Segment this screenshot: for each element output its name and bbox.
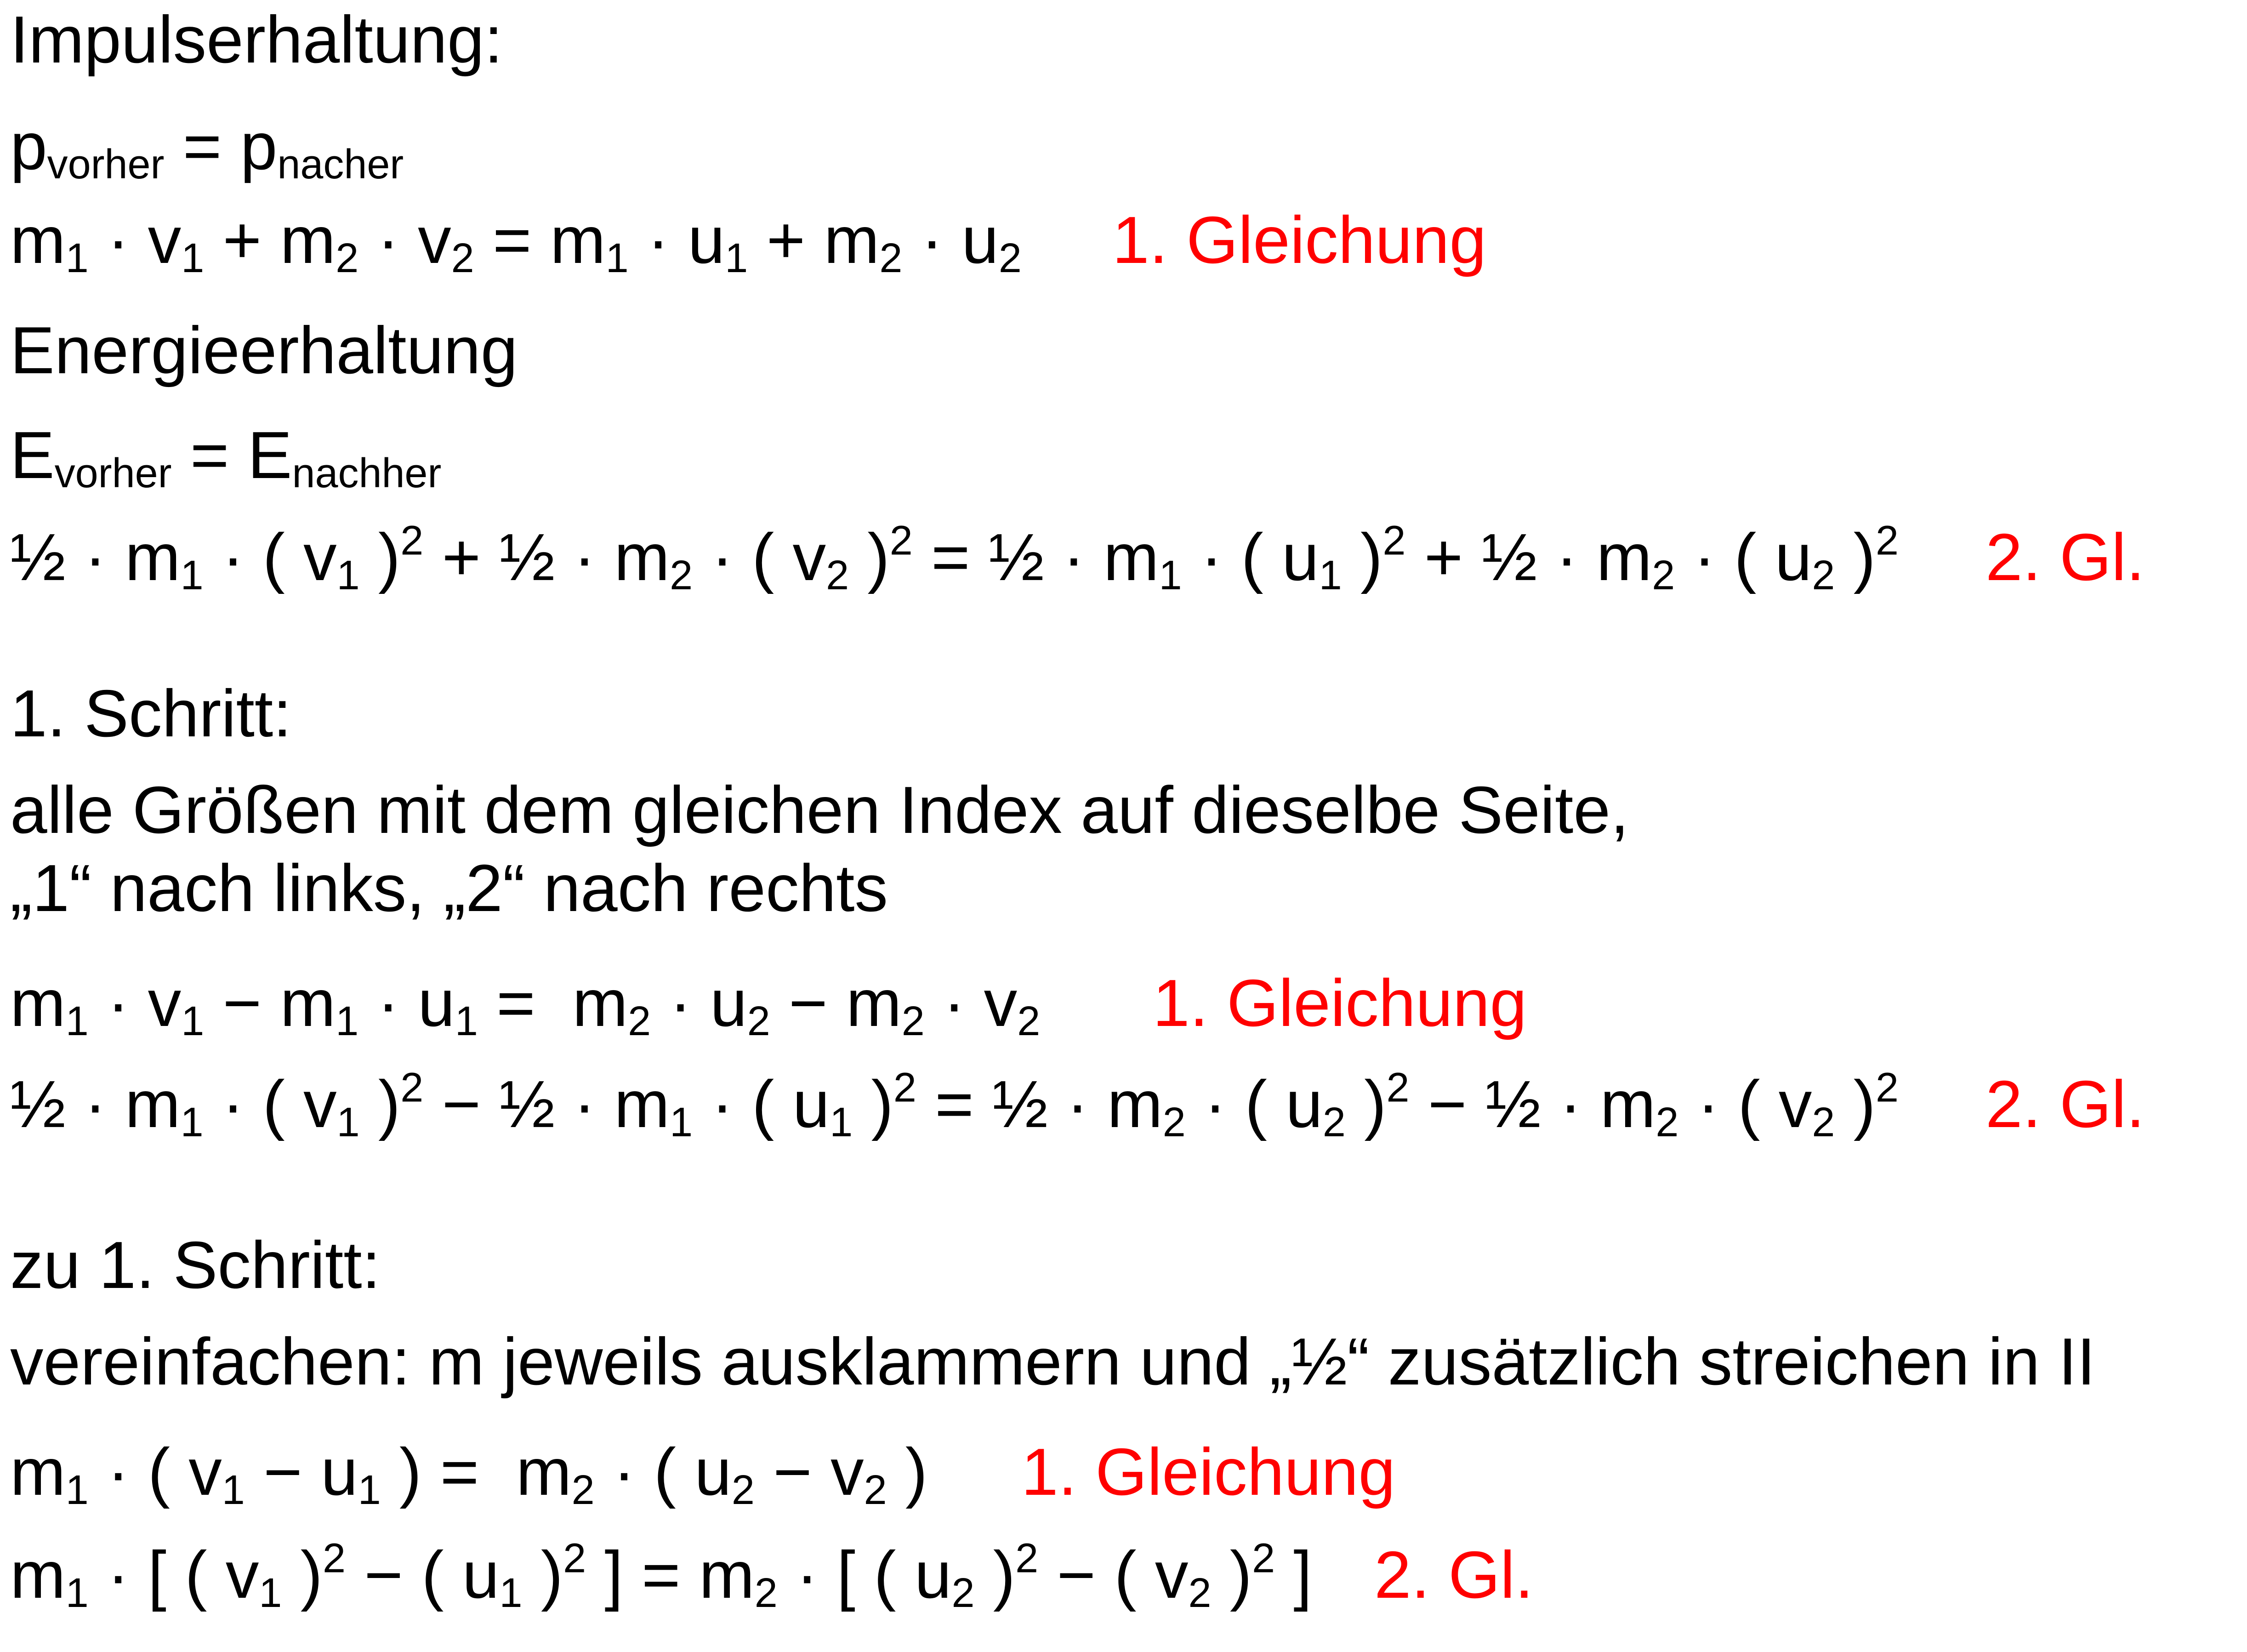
symbol-dot: · [1697,1067,1719,1141]
symbol-dot: · [107,203,130,277]
symbol-minus: − [222,966,262,1040]
symbol-close: ) [1853,1067,1876,1141]
symbol-dot: · [711,1067,734,1141]
exponent: 2 [1015,1535,1039,1582]
symbol-v: v [303,520,337,594]
symbol-minus: − [1057,1538,1096,1612]
symbol-v: v [984,966,1018,1040]
subscript: 1 [65,1467,89,1513]
symbol-close: ) [399,1435,422,1509]
subscript: nachher [292,450,442,496]
symbol-open-bracket: [ [148,1538,166,1612]
exponent: 2 [889,518,913,564]
first-equation-label: 1. Gleichung [1021,1435,1396,1509]
energy-equation [10,518,1899,598]
symbol-equals: = [931,520,970,594]
symbol-open: ( [421,1538,444,1612]
subscript: 1 [336,552,360,598]
exponent: 2 [400,518,424,564]
symbol-m: m [10,1538,66,1612]
exponent: 2 [1875,518,1899,564]
symbol-open: ( [1245,1067,1267,1141]
step1-momentum-equation [10,966,1041,1044]
subscript: 2 [731,1467,755,1513]
symbol-u: u [1286,1067,1323,1141]
factored-energy-equation [10,1535,1312,1616]
subscript: 2 [1017,998,1041,1044]
symbol-v: v [303,1067,337,1141]
subscript: 1 [336,1099,360,1145]
subscript: 1 [336,998,359,1044]
subscript: 1 [181,235,205,281]
symbol-equals: = [440,1435,479,1509]
exponent: 2 [1252,1535,1275,1582]
symbol-dot: · [573,520,596,594]
symbol-dot: · [921,203,943,277]
subscript: 2 [1812,552,1835,598]
subscript: 2 [754,1570,778,1616]
symbol-plus: + [222,203,262,277]
symbol-m: m [125,1067,181,1141]
sub-nacher: nacher [277,141,404,188]
symbol-dot: · [669,966,692,1040]
exponent: 2 [1382,518,1406,564]
subscript: 2 [826,552,849,598]
step1b-text: vereinfachen: m jeweils ausklammern und „½“ zusätzlich streichen in II [10,1324,2096,1399]
symbol-open-bracket: [ [836,1538,855,1612]
symbol-equals: = [496,966,535,1040]
symbol-m: m [1600,1067,1656,1141]
subscript: 2 [998,235,1022,281]
symbol-half: ½ [992,1067,1048,1141]
symbol-open: ( [752,1067,774,1141]
step1b-heading: zu 1. Schritt: [10,1228,381,1302]
subscript: 2 [1322,1099,1346,1145]
exponent: 2 [893,1065,916,1111]
subscript: 1 [605,235,629,281]
symbol-dot: · [1204,1067,1227,1141]
subscript: vorher [54,450,172,496]
symbol-u: u [1775,520,1812,594]
symbol-v: v [792,520,826,594]
energy-equality [10,418,442,496]
symbol-close: ) [1360,520,1383,594]
symbol-v: v [188,1435,222,1509]
symbol-m: m [10,1435,66,1509]
symbol-open: ( [654,1435,676,1509]
symbol-half: ½ [988,520,1044,594]
symbol-dot: · [84,520,107,594]
subscript: 2 [451,235,474,281]
symbol-dot: · [796,1538,819,1612]
symbol-m: m [846,966,902,1040]
subscript: 1 [1159,552,1182,598]
symbol-close: ) [905,1435,928,1509]
symbol-close: ) [871,1067,893,1141]
subscript: 1 [180,552,204,598]
symbol-dot: · [647,203,670,277]
symbol-u: u [710,966,747,1040]
symbol-dot: · [711,520,734,594]
symbol-E: E [10,418,55,492]
symbol-v: v [148,966,182,1040]
symbol-minus: − [263,1435,302,1509]
symbol-u: u [1282,520,1319,594]
symbol-dot: · [1555,520,1578,594]
subscript: 2 [1652,552,1675,598]
subscript: 2 [747,998,770,1044]
step1-text-line2: „1“ nach links, „2“ nach rechts [10,851,888,925]
symbol-u: u [914,1538,952,1612]
symbol-open: ( [1738,1067,1760,1141]
first-equation-label: 1. Gleichung [1112,203,1487,277]
subscript: 2 [1812,1099,1835,1145]
symbol-u: u [694,1435,732,1509]
symbol-v: v [1155,1538,1189,1612]
factored-momentum-equation [10,1435,928,1513]
symbol-close: ) [867,520,890,594]
sub-vorher: vorher [47,141,165,188]
symbol-open: ( [1734,520,1757,594]
symbol-v: v [831,1435,864,1509]
symbol-m: m [516,1435,572,1509]
symbol-half: ½ [1481,520,1537,594]
subscript: 1 [65,998,89,1044]
energy-heading: Energieerhaltung [10,313,518,387]
symbol-close: ) [1229,1538,1252,1612]
symbol-open: ( [262,1067,285,1141]
symbol-dot: · [377,966,399,1040]
subscript: 1 [830,1099,853,1145]
symbol-close: ) [378,520,401,594]
symbol-dot: · [573,1067,596,1141]
symbol-m: m [280,203,336,277]
symbol-half: ½ [1485,1067,1541,1141]
symbol-dot: · [1200,520,1223,594]
subscript: 1 [181,998,205,1044]
symbol-open: ( [1241,520,1263,594]
symbol-u: u [688,203,725,277]
subscript: 2 [1162,1099,1186,1145]
symbol-minus: − [789,966,828,1040]
subscript: 2 [628,998,651,1044]
symbol-equals: = [190,418,229,492]
symbol-open: ( [752,520,774,594]
symbol-m: m [824,203,880,277]
p-symbol: p [10,109,47,183]
equals: = [182,109,222,183]
symbol-half: ½ [499,520,555,594]
symbol-equals: = [641,1538,681,1612]
symbol-m: m [1103,520,1159,594]
symbol-dot: · [107,966,130,1040]
symbol-v: v [1778,1067,1812,1141]
exponent: 2 [1875,1065,1899,1111]
exponent: 2 [1386,1065,1410,1111]
symbol-dot: · [943,966,966,1040]
subscript: 1 [65,235,89,281]
first-equation-label: 1. Gleichung [1153,966,1527,1040]
symbol-m: m [10,966,66,1040]
subscript: 1 [259,1570,282,1616]
symbol-equals: = [492,203,532,277]
subscript: 2 [1655,1099,1679,1145]
symbol-dot: · [107,1538,130,1612]
subscript: 2 [901,998,925,1044]
symbol-dot: · [222,520,245,594]
exponent: 2 [400,1065,424,1111]
p-symbol: p [240,109,278,183]
symbol-u: u [418,966,455,1040]
subscript: 2 [864,1467,887,1513]
symbol-plus: + [1424,520,1463,594]
subscript: 1 [222,1467,245,1513]
symbol-minus: − [773,1435,812,1509]
symbol-close-bracket: ] [604,1538,623,1612]
subscript: 1 [499,1570,523,1616]
subscript: 2 [336,235,359,281]
symbol-v: v [418,203,451,277]
second-equation-label: 2. Gl. [1374,1538,1534,1612]
symbol-dot: · [613,1435,636,1509]
symbol-dot: · [107,1435,130,1509]
symbol-m: m [1107,1067,1163,1141]
symbol-close: ) [300,1538,323,1612]
subscript: 1 [358,1467,381,1513]
subscript: 1 [670,1099,693,1145]
subscript: 2 [879,235,903,281]
symbol-dot: · [84,1067,107,1141]
symbol-m: m [614,520,670,594]
symbol-close-bracket: ] [1293,1538,1312,1612]
subscript: 2 [670,552,693,598]
step1-energy-equation [10,1065,1899,1145]
symbol-dot: · [1066,1067,1089,1141]
symbol-u: u [462,1538,500,1612]
subscript: 2 [1188,1570,1212,1616]
symbol-m: m [572,966,628,1040]
symbol-close: ) [540,1538,563,1612]
symbol-dot: · [1063,520,1085,594]
momentum-equation [10,203,1022,281]
symbol-u: u [961,203,999,277]
symbol-minus: − [442,1067,481,1141]
symbol-half: ½ [499,1067,555,1141]
symbol-m: m [10,203,66,277]
symbol-dot: · [377,203,399,277]
symbol-open: ( [874,1538,896,1612]
symbol-open: ( [262,520,285,594]
symbol-minus: − [364,1538,403,1612]
symbol-dot: · [1693,520,1716,594]
symbol-m: m [280,966,336,1040]
symbol-u: u [792,1067,830,1141]
subscript: 1 [455,998,478,1044]
symbol-minus: − [1428,1067,1467,1141]
symbol-m: m [125,520,181,594]
symbol-close: ) [1853,520,1876,594]
symbol-v: v [148,203,182,277]
symbol-open: ( [1114,1538,1137,1612]
symbol-m: m [1596,520,1652,594]
subscript: 1 [725,235,748,281]
symbol-m: m [614,1067,670,1141]
subscript: 1 [1319,552,1342,598]
subscript: 2 [951,1570,975,1616]
symbol-equals: = [935,1067,974,1141]
impulse-heading: Impulserhaltung: [10,2,503,77]
symbol-v: v [225,1538,259,1612]
symbol-close: ) [1364,1067,1387,1141]
symbol-plus: + [442,520,481,594]
exponent: 2 [563,1535,586,1582]
second-equation-label: 2. Gl. [1985,1067,2145,1141]
symbol-close: ) [378,1067,401,1141]
symbol-open: ( [185,1538,207,1612]
step1-heading: 1. Schritt: [10,676,292,751]
symbol-plus: + [766,203,806,277]
symbol-m: m [550,203,606,277]
symbol-half: ½ [10,520,66,594]
symbol-E: E [247,418,292,492]
step1-text-line1: alle Größen mit dem gleichen Index auf dieselbe Seite, [10,773,1629,847]
symbol-half: ½ [10,1067,66,1141]
symbol-dot: · [1559,1067,1582,1141]
exponent: 2 [322,1535,346,1582]
second-equation-label: 2. Gl. [1985,520,2145,594]
symbol-m: m [699,1538,755,1612]
symbol-close: ) [993,1538,1016,1612]
symbol-u: u [321,1435,358,1509]
subscript: 1 [65,1570,89,1616]
symbol-open: ( [148,1435,170,1509]
subscript: 2 [571,1467,595,1513]
subscript: 1 [180,1099,204,1145]
symbol-dot: · [222,1067,245,1141]
momentum-equality [10,109,404,188]
